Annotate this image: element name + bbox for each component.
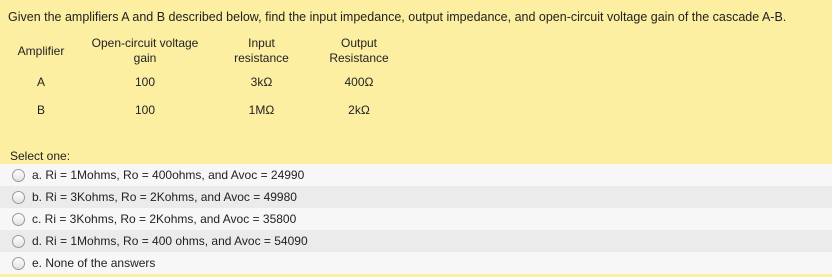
option-a[interactable] [0,164,832,186]
option-d[interactable] [0,230,832,252]
header-input-resistance [214,34,309,68]
select-one-label: Select one: [10,149,71,163]
header-output-resistance [309,34,409,68]
table-cell: A [36,75,45,89]
option-label[interactable]: e. None of the answers [32,256,156,270]
radio-button[interactable] [12,191,25,204]
table-row [6,68,409,96]
header-output-line1: Output [340,36,378,50]
radio-button[interactable] [12,169,25,182]
table-cell: 2kΩ [348,103,370,117]
table-row [6,96,409,124]
option-label[interactable]: c. Ri = 3Kohms, Ro = 2Kohms, and Avoc = 35800 [32,212,297,226]
table-header-row [6,34,409,68]
header-input-line1: Input [248,36,275,50]
table-cell: B [36,103,45,117]
table-cell: 3kΩ [250,75,273,89]
option-b[interactable] [0,186,832,208]
option-c[interactable] [0,208,832,230]
table-cell: 100 [134,103,156,117]
table-cell: 1MΩ [248,103,275,117]
radio-button[interactable] [12,257,25,270]
option-label[interactable]: b. Ri = 3Kohms, Ro = 2Kohms, and Avoc = 49980 [32,190,297,204]
radio-button[interactable] [12,213,25,226]
amplifier-table [6,34,409,124]
question-text: Given the amplifiers A and B described below, find the input impedance, output impedance, and open-circuit voltage gain of the cascade A-B. [8,10,787,24]
header-gain-line1: Open-circuit voltage [91,36,199,50]
radio-button[interactable] [12,235,25,248]
option-label[interactable]: a. Ri = 1Mohms, Ro = 400ohms, and Avoc = 24990 [32,168,305,182]
option-label[interactable]: d. Ri = 1Mohms, Ro = 400 ohms, and Avoc = 54090 [32,234,308,248]
header-output-line2: Resistance [329,51,389,65]
header-amplifier [6,34,76,68]
option-e[interactable] [0,252,832,274]
header-amplifier-label: Amplifier [17,43,65,58]
table-cell: 100 [134,75,156,89]
header-open-circuit-gain [76,34,214,68]
header-gain-line2: gain [133,51,157,65]
header-input-line2: resistance [234,51,289,65]
table-cell: 400Ω [344,75,374,89]
answer-options [0,164,832,274]
